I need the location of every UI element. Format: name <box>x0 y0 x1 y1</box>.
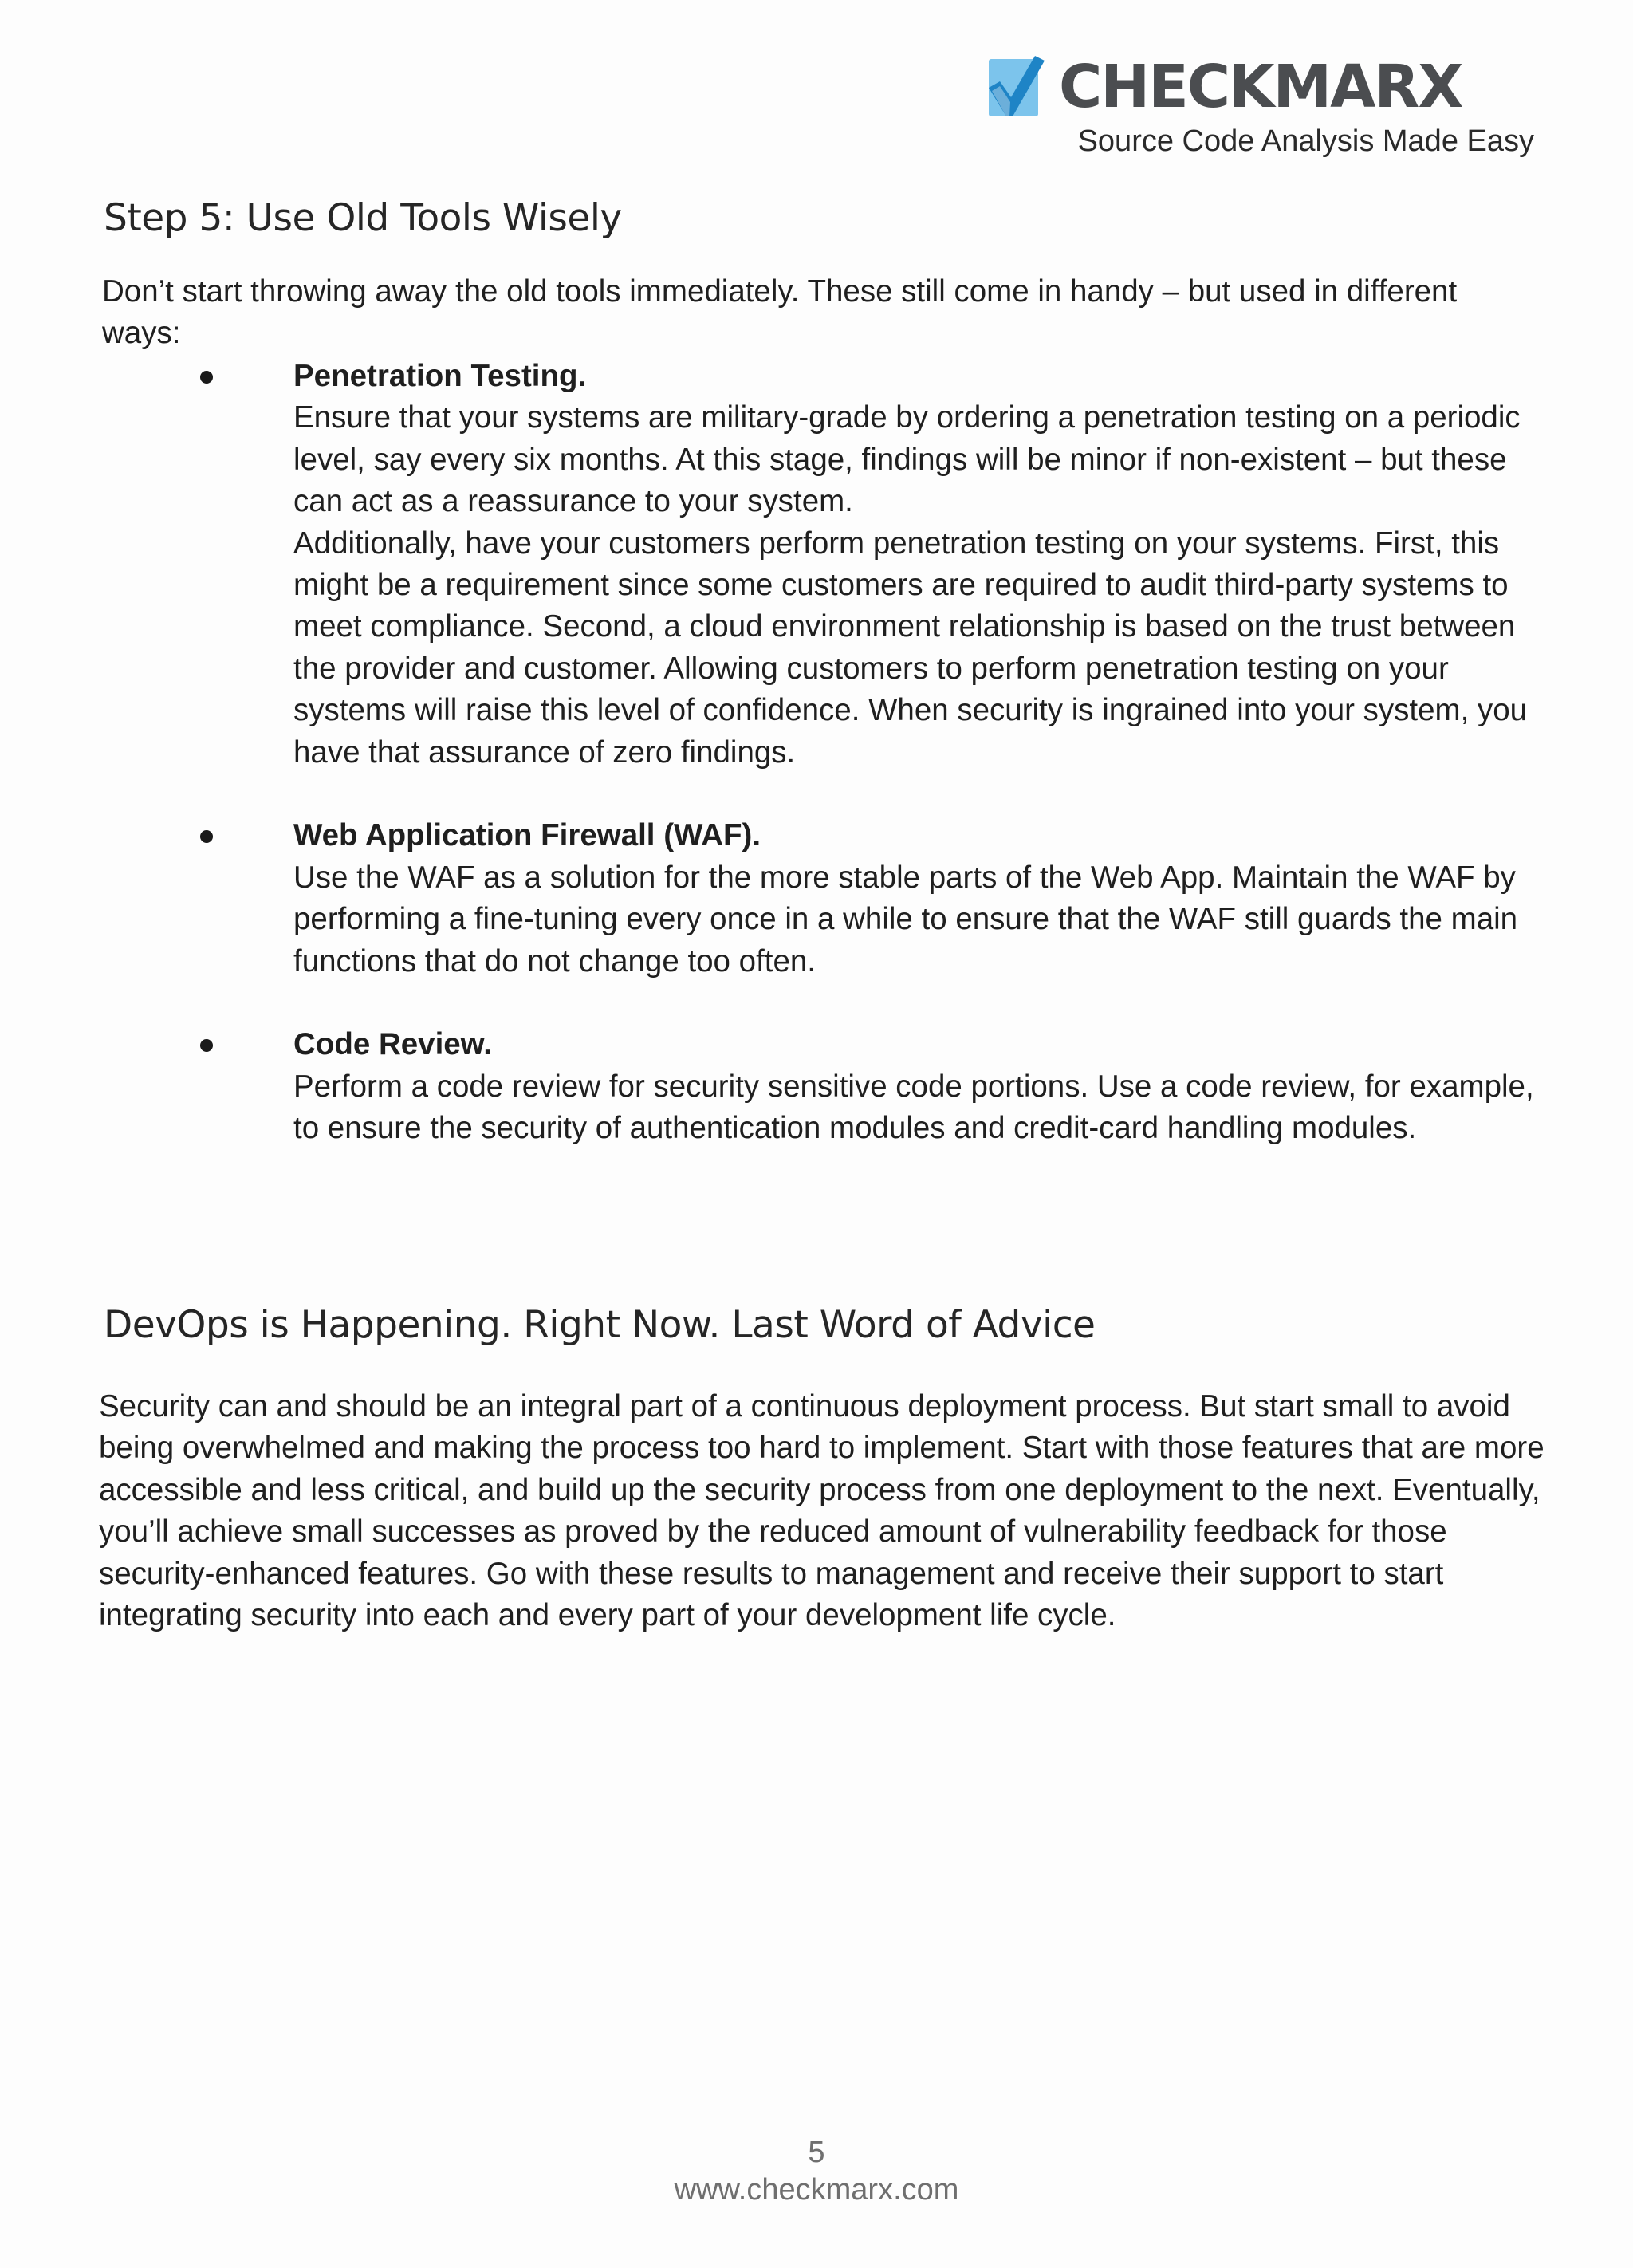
footer-url: www.checkmarx.com <box>674 2173 959 2207</box>
list-item-waf <box>0 815 1547 982</box>
bullet-title: Penetration Testing. <box>293 359 587 393</box>
bullet-paragraph: Use the WAF as a solution for the more stable parts of the Web App. Maintain the WAF by performing a fine-tuning every once in a while to ensure that the WAF still guards the main functions that do not change too often. <box>293 860 1518 978</box>
bullet-paragraph: Perform a code review for security sensitive code portions. Use a code review, for example, to ensure the security of authentication modules and credit-card handling modules. <box>293 1069 1534 1146</box>
list-item-penetration-testing <box>0 356 1547 774</box>
bullet-icon <box>200 371 213 384</box>
section-heading-step5: Step 5: Use Old Tools Wisely <box>104 196 622 240</box>
logo-wordmark: CHECKMARX <box>1059 53 1462 121</box>
closing-paragraph: Security can and should be an integral part of a continuous deployment process. But start small to avoid being overwhelmed and making the process too hard to implement. Start with those features that are more accessible and less critical, and build up the security process from one deployment to the next. Eventually, you’ll achieve small successes as proved by the reduced amount of vulnerability feedback for those security-enhanced features. Go with these results to management and receive their support to start integrating security into each and every part of your development life cycle. <box>99 1389 1544 1633</box>
bullet-icon <box>200 1039 213 1052</box>
checkmark-logo-icon <box>989 56 1045 118</box>
checkmarx-logo <box>989 53 1534 121</box>
bullet-paragraph: Additionally, have your customers perform penetration testing on your systems. First, this might be a requirement since some customers are required to audit third-party systems to meet compliance. Second, a cloud environment relationship is based on the trust between the provider and customer. Allowing customers to perform penetration testing on your systems will raise this level of confidence. When security is ingrained into your system, you have that assurance of zero findings. <box>293 526 1528 770</box>
intro-paragraph: Don’t start throwing away the old tools immediately. These still come in handy – but used in different ways: <box>102 274 1458 351</box>
bullet-title: Web Application Firewall (WAF). <box>293 818 761 853</box>
logo-tagline: Source Code Analysis Made Easy <box>1077 124 1534 158</box>
tools-bullet-list <box>0 356 1633 1191</box>
list-item-code-review <box>0 1024 1547 1149</box>
bullet-icon <box>200 830 213 843</box>
bullet-paragraph: Ensure that your systems are military-grade by ordering a penetration testing on a periodic level, say every six months. At this stage, findings will be minor if non-existent – but these can act as a reassurance to your system. <box>293 400 1521 519</box>
bullet-title: Code Review. <box>293 1027 492 1062</box>
page-number: 5 <box>808 2136 825 2169</box>
section-heading-devops: DevOps is Happening. Right Now. Last Word of Advice <box>104 1303 1096 1347</box>
